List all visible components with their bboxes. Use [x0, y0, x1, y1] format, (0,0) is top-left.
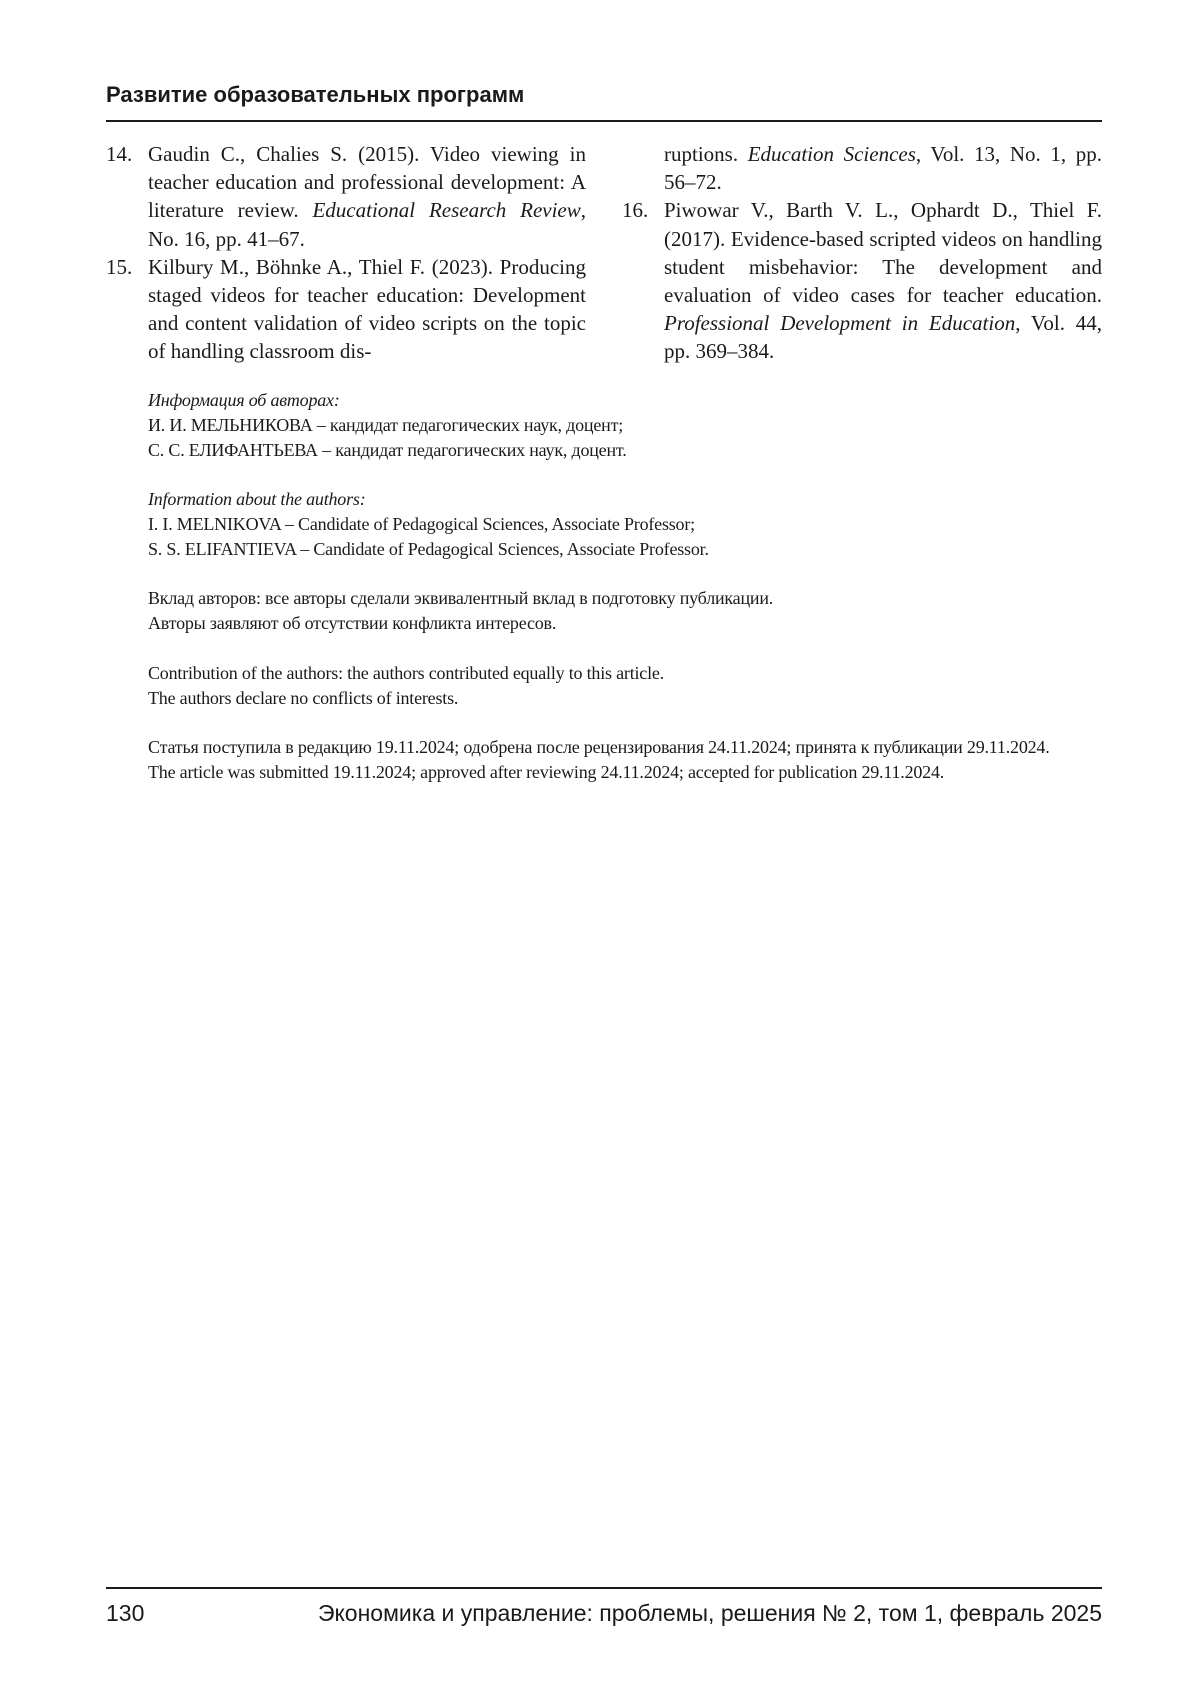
author-line: S. S. ELIFANTIEVA – Candidate of Pedagogical Sciences, Associate Professor.: [148, 537, 1108, 562]
journal-title: Educational Research Review: [312, 198, 580, 222]
conflict-line: The authors declare no conflicts of interests.: [148, 686, 1108, 711]
dates-en: The article was submitted 19.11.2024; approved after reviewing 24.11.2024; accepted for publication 29.11.2024.: [148, 760, 1108, 785]
contribution-en: [148, 661, 1108, 711]
authors-heading-ru: Информация об авторах:: [148, 388, 1108, 413]
running-head: Развитие образовательных программ: [106, 82, 524, 108]
journal-title: Professional Development in Education: [664, 311, 1015, 335]
author-line: С. С. ЕЛИФАНТЬЕВА – кандидат педагогических наук, доцент.: [148, 438, 1108, 463]
reference-15: [106, 253, 586, 366]
page-footer: [106, 1600, 1102, 1627]
reference-number: 14.: [106, 140, 148, 253]
authors-info-en: [148, 487, 1108, 562]
header-rule: [106, 120, 1102, 122]
contribution-ru: [148, 586, 1108, 636]
conflict-line: Авторы заявляют об отсутствии конфликта интересов.: [148, 611, 1108, 636]
dates-ru: Статья поступила в редакцию 19.11.2024; одобрена после рецензирования 24.11.2024; принята к публикации 29.11.2024.: [148, 735, 1103, 760]
reference-14: [106, 140, 586, 253]
journal-title: Education Sciences: [748, 142, 916, 166]
article-dates: [148, 735, 1108, 785]
authors-info-ru: [148, 388, 1108, 463]
reference-body: Kilbury M., Böhnke A., Thiel F. (2023). Producing staged videos for teacher education: Development and content validation of video scripts on the topic of handling classroom dis-: [148, 253, 586, 366]
author-line: I. I. MELNIKOVA – Candidate of Pedagogical Sciences, Associate Professor;: [148, 512, 1108, 537]
references-left-column: [106, 140, 586, 366]
reference-15-continuation: ruptions. Education Sciences, Vol. 13, No. 1, pp. 56–72.: [622, 140, 1102, 196]
footer-rule: [106, 1587, 1102, 1589]
journal-issue: Экономика и управление: проблемы, решения № 2, том 1, февраль 2025: [318, 1600, 1102, 1627]
contribution-line: Contribution of the authors: the authors contributed equally to this article.: [148, 661, 1108, 686]
reference-number: 16.: [622, 196, 664, 365]
references-right-column: [622, 140, 1102, 366]
author-line: И. И. МЕЛЬНИКОВА – кандидат педагогических наук, доцент;: [148, 413, 1108, 438]
reference-body: Piwowar V., Barth V. L., Ophardt D., Thiel F. (2017). Evidence-based scripted videos on handling student misbehavior: The development and evaluation of video cases for teacher education. Professional Development in Education, Vol. 44, pp. 369–384.: [664, 196, 1102, 365]
reference-16: [622, 196, 1102, 365]
authors-heading-en: Information about the authors:: [148, 487, 1108, 512]
reference-number: 15.: [106, 253, 148, 366]
contribution-line: Вклад авторов: все авторы сделали эквивалентный вклад в подготовку публикации.: [148, 586, 1108, 611]
reference-body: Gaudin C., Chalies S. (2015). Video viewing in teacher education and professional development: A literature review. Educational Research Review, No. 16, pp. 41–67.: [148, 140, 586, 253]
page-number: 130: [106, 1600, 144, 1627]
